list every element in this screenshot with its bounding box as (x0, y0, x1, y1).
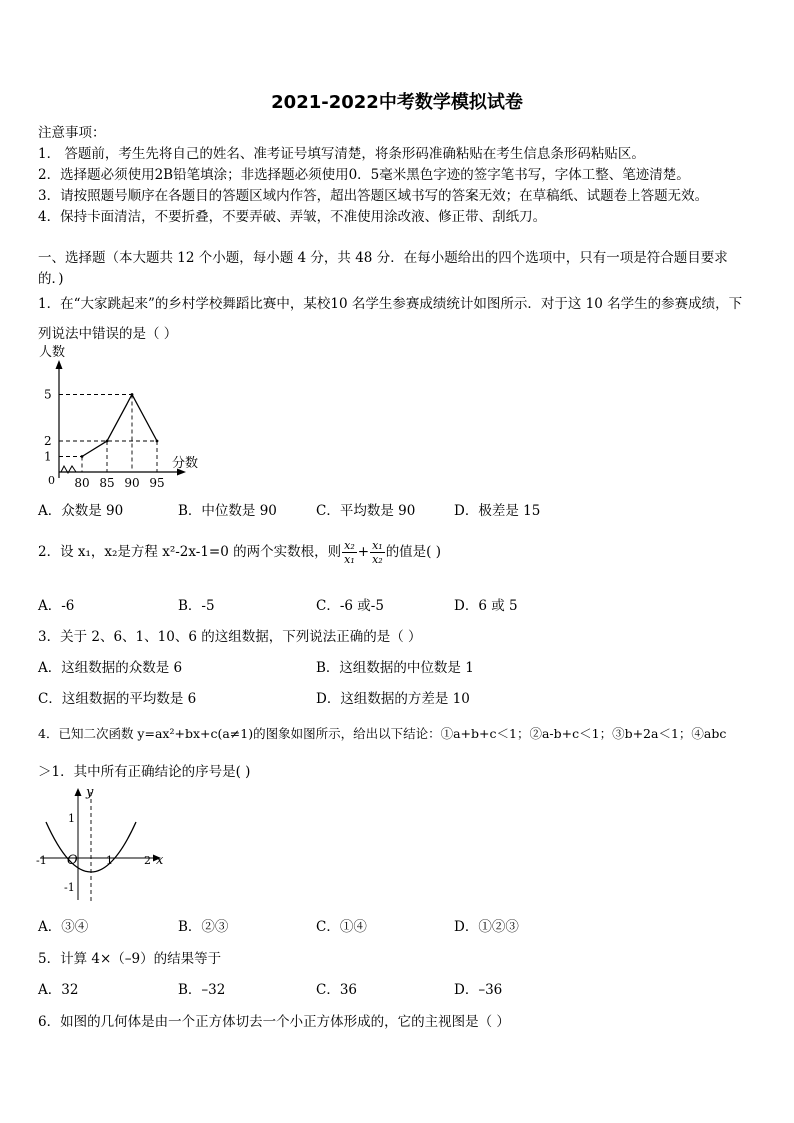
q4-option-c[interactable]: C．①④ (316, 919, 367, 935)
q2-option-c[interactable]: C．-6 或-5 (316, 598, 384, 614)
q3-option-a[interactable]: A．这组数据的众数是 6 (38, 660, 183, 676)
q4-option-d[interactable]: D．①②③ (454, 919, 519, 935)
origin-label: 0 (48, 474, 55, 487)
y-tick-2: 2 (44, 434, 52, 448)
x-axis-label: x (156, 853, 164, 868)
q2-prefix: 2．设 x₁，x₂是方程 x²-2x-1=0 的两个实数根，则 (38, 544, 342, 560)
y-tick-1: 1 (68, 812, 75, 825)
note-item-4: 4．保持卡面清洁，不要折叠，不要弄破、弄皱，不准使用涂改液、修正带、刮纸刀。 (38, 209, 547, 225)
section-heading-line1: 一、选择题（本大题共 12 个小题，每小题 4 分，共 48 分．在每小题给出的四个选项中，只有一项是符合题目要求 (38, 250, 728, 266)
page-title: 2021-2022中考数学模拟试卷 (271, 92, 523, 113)
q5-option-c[interactable]: C．36 (316, 982, 358, 998)
q1-option-d[interactable]: D．极差是 15 (454, 503, 541, 519)
note-item-1: 1． 答题前，考生先将自己的姓名、准考证号填写清楚，将条形码准确粘贴在考生信息条形码粘贴区。 (38, 146, 645, 162)
q2-suffix: 的值是( ) (385, 544, 442, 560)
q4-option-a[interactable]: A．③④ (38, 919, 89, 935)
q4-stem-line1: 4．已知二次函数 y=ax²+bx+c(a≠1)的图象如图所示，给出以下结论：①a+b+c＜1；②a-b+c＜1；③b+2a＜1；④abc (38, 726, 727, 741)
q4-option-b[interactable]: B．②③ (178, 919, 229, 935)
q3-option-c[interactable]: C．这组数据的平均数是 6 (38, 691, 197, 707)
q2-option-d[interactable]: D．6 或 5 (454, 598, 518, 614)
y-axis-label: y (86, 785, 94, 800)
data-point (81, 455, 84, 458)
series-line (82, 395, 157, 457)
note-item-2: 2．选择题必须使用2B铅笔填涂；非选择题必须使用0．5毫米黑色字迹的签字笔书写，字体工整、笔迹清楚。 (38, 167, 690, 183)
x-tick-neg1: -1 (36, 854, 47, 867)
data-point (156, 440, 159, 443)
q2-plus: + (357, 544, 370, 560)
notes-heading: 注意事项： (38, 125, 106, 141)
q2-stem (38, 539, 441, 566)
x-tick-95: 95 (149, 476, 165, 490)
q2-fraction-1 (342, 539, 357, 566)
x-tick-1: 1 (106, 854, 113, 867)
y-tick-5: 5 (44, 387, 52, 402)
x-tick-90: 90 (124, 476, 140, 490)
x-tick-85: 85 (99, 476, 115, 490)
q2-option-a[interactable]: A．-6 (38, 598, 75, 614)
q4-parabola-graph (34, 782, 169, 907)
x-axis-label: 分数 (172, 456, 199, 471)
y-axis-label: 人数 (39, 345, 66, 360)
q2-frac2-denominator: x₂ (372, 553, 383, 566)
data-point (131, 393, 134, 396)
q5-option-b[interactable]: B．–32 (178, 982, 226, 998)
q6-stem: 6．如图的几何体是由一个正方体切去一个小正方体形成的，它的主视图是（ ） (38, 1014, 510, 1030)
q1-option-c[interactable]: C．平均数是 90 (316, 503, 416, 519)
q1-option-a[interactable]: A．众数是 90 (38, 503, 124, 519)
q3-option-d[interactable]: D．这组数据的方差是 10 (316, 691, 470, 707)
q1-stem-line1: 1．在“大家跳起来”的乡村学校舞蹈比赛中，某校10 名学生参赛成绩统计如图所示．对于这 10 名学生的参赛成绩，下 (38, 296, 743, 312)
q4-stem-line2: ＞1．其中所有正确结论的序号是( ) (38, 764, 251, 780)
q5-option-a[interactable]: A．32 (38, 982, 79, 998)
q2-frac1-denominator: x₁ (344, 553, 355, 566)
origin-label: O (67, 853, 78, 868)
q3-stem: 3．关于 2、6、1、10、6 的这组数据，下列说法正确的是（ ） (38, 629, 422, 645)
q1-stem-line2: 列说法中错误的是（ ） (38, 326, 178, 342)
q5-stem: 5．计算 4×（–9）的结果等于 (38, 951, 222, 967)
q1-line-chart (34, 342, 204, 492)
x-tick-80: 80 (74, 476, 90, 490)
q2-fraction-2 (370, 539, 385, 566)
y-axis-arrow (56, 360, 63, 369)
y-axis-arrow (75, 788, 82, 796)
y-tick-neg1: -1 (64, 881, 75, 894)
x-tick-2: 2 (144, 854, 151, 867)
note-item-3: 3．请按照题号顺序在各题目的答题区域内作答，超出答题区域书写的答案无效；在草稿纸、试题卷上答题无效。 (38, 188, 709, 204)
q5-option-d[interactable]: D．–36 (454, 982, 503, 998)
q1-option-b[interactable]: B．中位数是 90 (178, 503, 277, 519)
data-point (106, 440, 109, 443)
q2-frac1-numerator: x₂ (344, 539, 355, 552)
section-heading-line2: 的．) (38, 271, 64, 287)
q2-option-b[interactable]: B．-5 (178, 598, 215, 614)
y-tick-1: 1 (44, 449, 52, 464)
q3-option-b[interactable]: B．这组数据的中位数是 1 (316, 660, 474, 676)
q2-frac2-numerator: x₁ (372, 539, 383, 552)
